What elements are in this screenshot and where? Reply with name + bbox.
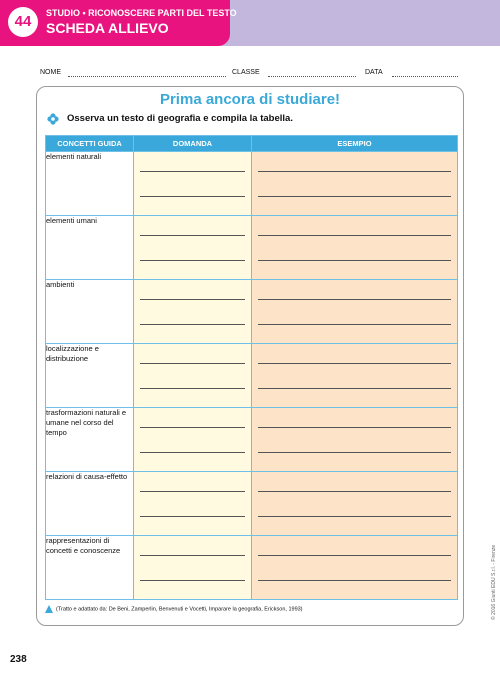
- classe-label: CLASSE: [232, 69, 260, 76]
- domanda-cell[interactable]: [134, 216, 252, 280]
- domanda-cell[interactable]: [134, 280, 252, 344]
- domanda-cell[interactable]: [134, 408, 252, 472]
- source-text: (Tratto e adattato da: De Beni, Zamperlin, Benvenuti e Vocetti, Imparare la geografia, Erickson, 1993): [56, 606, 303, 613]
- nome-label: NOME: [40, 69, 61, 76]
- esempio-cell[interactable]: [252, 280, 458, 344]
- page-number: 238: [10, 654, 27, 665]
- header-title: SCHEDA ALLIEVO: [46, 20, 169, 36]
- esempio-cell[interactable]: [252, 152, 458, 216]
- triangle-icon: [45, 605, 53, 613]
- domanda-cell[interactable]: [134, 152, 252, 216]
- data-field[interactable]: [392, 76, 458, 77]
- column-header-esempio: ESEMPIO: [252, 136, 458, 152]
- column-header-domanda: DOMANDA: [134, 136, 252, 152]
- esempio-cell[interactable]: [252, 408, 458, 472]
- domanda-cell[interactable]: [134, 536, 252, 600]
- header-tab: [0, 0, 237, 46]
- table-row: [46, 280, 458, 344]
- esempio-cell[interactable]: [252, 536, 458, 600]
- page-header: [0, 0, 500, 46]
- table-header-row: [46, 136, 458, 152]
- concept-cell: trasformazioni naturali e umane nel corso del tempo: [46, 408, 134, 472]
- concept-cell: elementi naturali: [46, 152, 134, 216]
- esempio-cell[interactable]: [252, 472, 458, 536]
- concept-cell: localizzazione e distribuzione: [46, 344, 134, 408]
- esempio-cell[interactable]: [252, 216, 458, 280]
- student-info-line: [40, 69, 470, 81]
- classe-field[interactable]: [268, 76, 356, 77]
- sheet-number-badge: 44: [8, 7, 38, 37]
- domanda-cell[interactable]: [134, 472, 252, 536]
- table-row: [46, 344, 458, 408]
- domanda-cell[interactable]: [134, 344, 252, 408]
- concept-cell: rappresentazioni di concetti e conoscenze: [46, 536, 134, 600]
- concept-cell: ambienti: [46, 280, 134, 344]
- esempio-cell[interactable]: [252, 344, 458, 408]
- concept-cell: relazioni di causa-effetto: [46, 472, 134, 536]
- table-row: [46, 536, 458, 600]
- column-header-concetti: CONCETTI GUIDA: [46, 136, 134, 152]
- copyright-notice: © 2016 Giunti EDU S.r.l. - Firenze: [491, 544, 497, 620]
- table-row: [46, 216, 458, 280]
- nome-field[interactable]: [68, 76, 226, 77]
- instruction-text: Osserva un testo di geografia e compila la tabella.: [67, 113, 293, 124]
- header-subtitle: STUDIO • RICONOSCERE PARTI DEL TESTO: [46, 8, 237, 18]
- table-row: [46, 472, 458, 536]
- panel-title: Prima ancora di studiare!: [159, 91, 341, 108]
- source-citation: [45, 605, 303, 613]
- exercise-panel: [36, 86, 464, 626]
- table-row: [46, 152, 458, 216]
- concept-table: [45, 135, 458, 600]
- data-label: DATA: [365, 69, 383, 76]
- table-row: [46, 408, 458, 472]
- flower-icon: [47, 113, 59, 125]
- concept-cell: elementi umani: [46, 216, 134, 280]
